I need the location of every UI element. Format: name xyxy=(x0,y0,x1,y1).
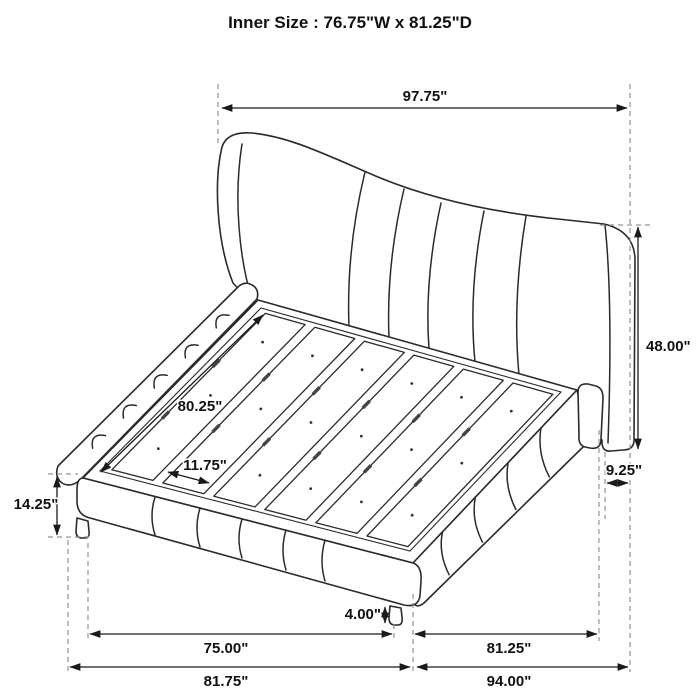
front-outer-span-label: 81.75" xyxy=(203,673,249,690)
headboard-height-label: 48.00" xyxy=(646,338,691,355)
dimension-headboard-height xyxy=(638,227,691,449)
bed-leg-left xyxy=(76,518,89,538)
leg-height-label: 4.00" xyxy=(344,606,381,623)
side-outer-span-label: 94.00" xyxy=(486,673,532,690)
bed-leg-front xyxy=(389,606,402,625)
dimension-side-outer-span xyxy=(417,667,628,690)
headboard-depth-label: 9.25" xyxy=(605,462,643,479)
side-inner-span-label: 81.25" xyxy=(486,640,532,657)
slat-spacing-label: 11.75" xyxy=(183,457,227,474)
bed-illustration xyxy=(57,133,635,625)
dimension-headboard-depth xyxy=(606,462,642,483)
dimension-leg-height xyxy=(345,606,385,623)
dimension-side-inner-span xyxy=(415,634,597,657)
slat-length-label: 80.25" xyxy=(177,398,223,415)
dimension-front-outer-span xyxy=(70,667,410,690)
front-leg-span-label: 75.00" xyxy=(203,640,249,657)
overall-width-label: 97.75" xyxy=(402,88,448,105)
diagram-title: Inner Size : 76.75"W x 81.25"D xyxy=(228,13,472,32)
dimension-overall-width xyxy=(222,88,627,108)
right-rail-end-cap xyxy=(578,384,603,448)
dimension-front-leg-span xyxy=(90,634,392,657)
rail-height-label: 14.25" xyxy=(13,496,59,513)
dimension-rail-height xyxy=(14,477,59,535)
